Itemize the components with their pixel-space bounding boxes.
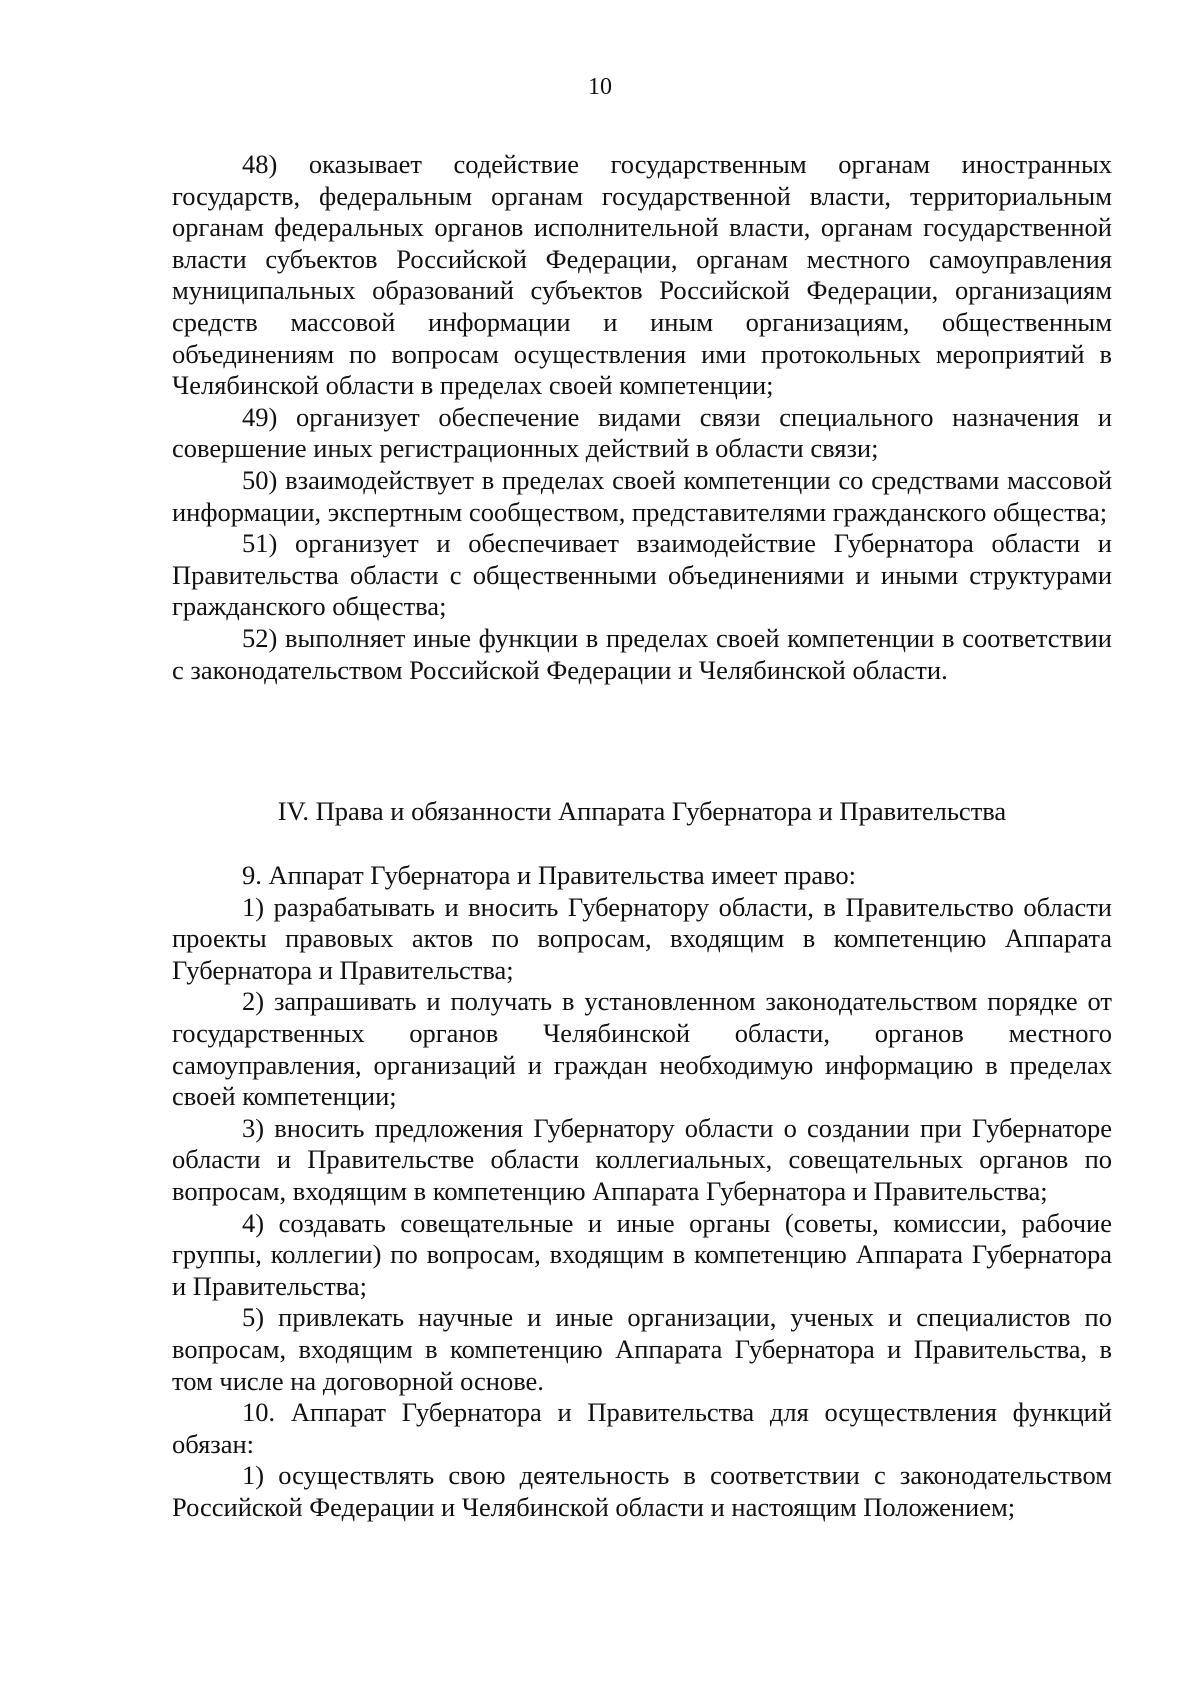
paragraph-item-52: 52) выполняет иные функции в пределах своей компетенции в соответствии с законодательством Российской Федерации и Челябинской области.	[172, 622, 1112, 685]
right-item-3: 3) вносить предложения Губернатору области о создании при Губернаторе области и Правительстве области коллегиальных, совещательных органов по вопросам, входящим в компетенцию Аппарата Губернатора и Правительства;	[172, 1112, 1112, 1206]
paragraph-item-48: 48) оказывает содействие государственным органам иностранных государств, федеральным органам государственной власти, территориальным органам федеральных органов исполнительной власти, органам государственной власти субъектов Российской Федерации, органам местного самоуправления муниципальных образований субъектов Российской Федерации, организациям средств массовой информации и иным организациям, общественным объединениям по вопросам осуществления ими протокольных мероприятий в Челябинской области в пределах своей компетенции;	[172, 149, 1112, 401]
rights-and-duties	[172, 860, 1112, 1523]
paragraph-item-50: 50) взаимодействует в пределах своей компетенции со средствами массовой информации, экспертным сообществом, представителями гражданского общества;	[172, 464, 1112, 527]
right-item-1: 1) разрабатывать и вносить Губернатору области, в Правительство области проекты правовых актов по вопросам, входящим в компетенцию Аппарата Губернатора и Правительства;	[172, 891, 1112, 985]
paragraph-item-49: 49) организует обеспечение видами связи специального назначения и совершение иных регистрационных действий в области связи;	[172, 401, 1112, 464]
right-item-4: 4) создавать совещательные и иные органы (советы, комиссии, рабочие группы, коллегии) по вопросам, входящим в компетенцию Аппарата Губернатора и Правительства;	[172, 1207, 1112, 1301]
functions-list	[172, 149, 1112, 686]
clause-9-intro: 9. Аппарат Губернатора и Правительства имеет право:	[242, 860, 857, 890]
right-item-5: 5) привлекать научные и иные организации, ученых и специалистов по вопросам, входящим в компетенцию Аппарата Губернатора и Правительства, в том числе на договорной основе.	[172, 1302, 1112, 1396]
section-heading: IV. Права и обязанности Аппарата Губернатора и Правительства	[277, 796, 1007, 826]
paragraph-item-51: 51) организует и обеспечивает взаимодействие Губернатора области и Правительства области с общественными объединениями и иными структурами гражданского общества;	[172, 528, 1112, 622]
page-number: 10	[588, 74, 612, 100]
clause-10-intro: 10. Аппарат Губернатора и Правительства для осуществления функций обязан:	[172, 1397, 1112, 1459]
duty-item-1: 1) осуществлять свою деятельность в соответствии с законодательством Российской Федерации и Челябинской области и настоящим Положением;	[172, 1460, 1112, 1522]
right-item-2: 2) запрашивать и получать в установленном законодательством порядке от государственных органов Челябинской области, органов местного самоуправления, организаций и граждан необходимую информацию в пределах своей компетенции;	[172, 986, 1112, 1112]
